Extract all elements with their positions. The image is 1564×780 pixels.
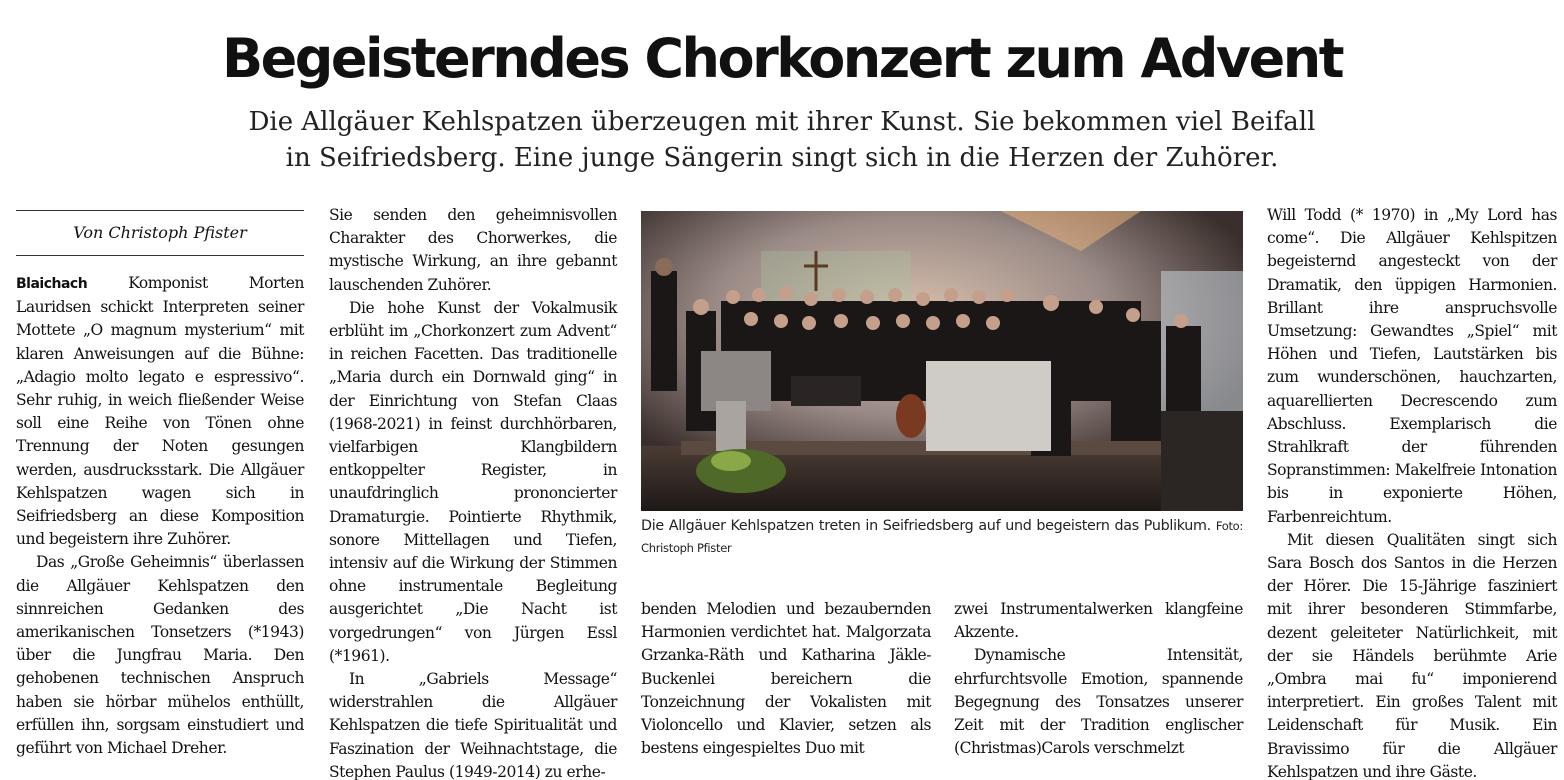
paragraph: Komponist Morten Lauridsen schickt Interpreten seiner Mottete „O magnum mysterium“ mit klaren Anweisungen auf die Bühne: „Adagio molto legato e espressivo“. Sehr ruhig, in weich fließender Weise soll eine Reihe von Tönen ohne Trennung der Noten gesungen werden, ausdrucksstark. Die Allgäuer Kehlspatzen wagen sich in Seifriedsberg an diese Komposition und begeistern ihre Zuhörer. — [16, 274, 305, 549]
subheadline — [0, 104, 1564, 176]
photo-credit: Foto: Christoph Pfister — [641, 519, 1243, 555]
subheadline-line-2: in Seifriedsberg. Eine junge Sängerin singt sich in die Herzen der Zuhörer. — [285, 143, 1279, 173]
paragraph: Dynamische Intensität, ehrfurchtsvolle Emotion, spannende Begegnung des Tonsatzes unserer Zeit mit der Tradition englischer (Christmas)Carols verschmelzt — [954, 646, 1243, 758]
caption-text: Die Allgäuer Kehlspatzen treten in Seifriedsberg auf und begeistern das Publikum. — [641, 518, 1211, 534]
paragraph: Sie senden den geheimnisvollen Charakter des Chorwerkes, die mystische Wirkung, an ihre gebannt lauschenden Zuhörer. — [329, 206, 617, 294]
byline: Von Christoph Pfister — [16, 210, 304, 256]
paragraph: Die hohe Kunst der Vokalmusik erblüht im „Chorkonzert zum Advent“ in reichen Facetten. Das traditionelle „Maria durch ein Dornwald ging“ in der Einrichtung von Stefan Claas (1968-2021) in feinst durchhörbaren, vielfarbigen Klangbildern entkoppelter Register, in unaufdringlich prononcierter Dramaturgie. Pointierte Rhythmik, sonore Mittellagen und Tiefen, intensiv auf die Wirkung der Stimmen ohne instrumentale Begleitung ausgerichtet „Die Nacht ist vorgedrungen“ von Jürgen Essl (*1961). — [329, 298, 617, 665]
dateline: Blaichach — [16, 276, 88, 292]
article-column-5 — [1267, 204, 1557, 780]
article-column-4 — [954, 598, 1243, 760]
article-photo — [641, 211, 1243, 511]
paragraph: In „Gabriels Message“ widerstrahlen die Allgäuer Kehlspatzen die tiefe Spiritualität und Faszination der Weihnachtstage, die Stephen Paulus (1949-2014) zu erhe- — [329, 670, 617, 780]
photo-caption — [641, 515, 1243, 559]
paragraph: Mit diesen Qualitäten singt sich Sara Bosch dos Santos in die Herzen der Hörer. Die 15-Jährige fasziniert mit ihrer besonderen Stimmfarbe, dezent geleiteter Natürlichkeit, mit der sie Händels berühmte Arie „Ombra mai fu“ imponierend interpretiert. Ein großes Talent mit Leidenschaft für Musik. Ein Bravissimo für die Allgäuer Kehlspatzen und ihre Gäste. — [1267, 530, 1557, 780]
article-column-2 — [329, 204, 617, 780]
paragraph: Will Todd (* 1970) in „My Lord has come“. Die Allgäuer Kehlspitzen begeisternd angesteckt von der Dramatik, den üppigen Harmonien. Brillant ihre anspruchsvolle Umsetzung: Gewandtes „Spiel“ mit Höhen und Tiefen, Lautstärken bis zum wunderschönen, hauchzarten, aquarellierten Decrescendo zum Abschluss. Exemplarisch die Strahlkraft der führenden Sopranstimmen: Makelfreie Intonation bis in exponierte Höhen, Farbenreichtum. — [1267, 206, 1557, 526]
paragraph: zwei Instrumentalwerken klangfeine Akzente. — [954, 600, 1243, 642]
article-column-1 — [16, 272, 304, 760]
paragraph: benden Melodien und bezaubernden Harmonien verdichtet hat. Malgorzata Grzanka-Räth und Katharina Jäkle-Buckenlei bereichern die Tonzeichnung der Vokalisten mit Violoncello und Klavier, setzen als bestens eingespieltes Duo mit — [641, 600, 931, 758]
article-column-3 — [641, 598, 931, 760]
subheadline-line-1: Die Allgäuer Kehlspatzen überzeugen mit ihrer Kunst. Sie bekommen viel Beifall — [248, 107, 1316, 137]
paragraph: Das „Große Geheimnis“ überlassen die Allgäuer Kehlspatzen den sinnreichen Gedanken des amerikanischen Tonsetzers (*1943) über die Jungfrau Maria. Den gehobenen technischen Anspruch haben sie hörbar mühelos enthüllt, erfüllen ihn, sorgsam einstudiert und geführt von Michael Dreher. — [16, 553, 304, 758]
headline: Begeisterndes Chorkonzert zum Advent — [221, 27, 1343, 90]
